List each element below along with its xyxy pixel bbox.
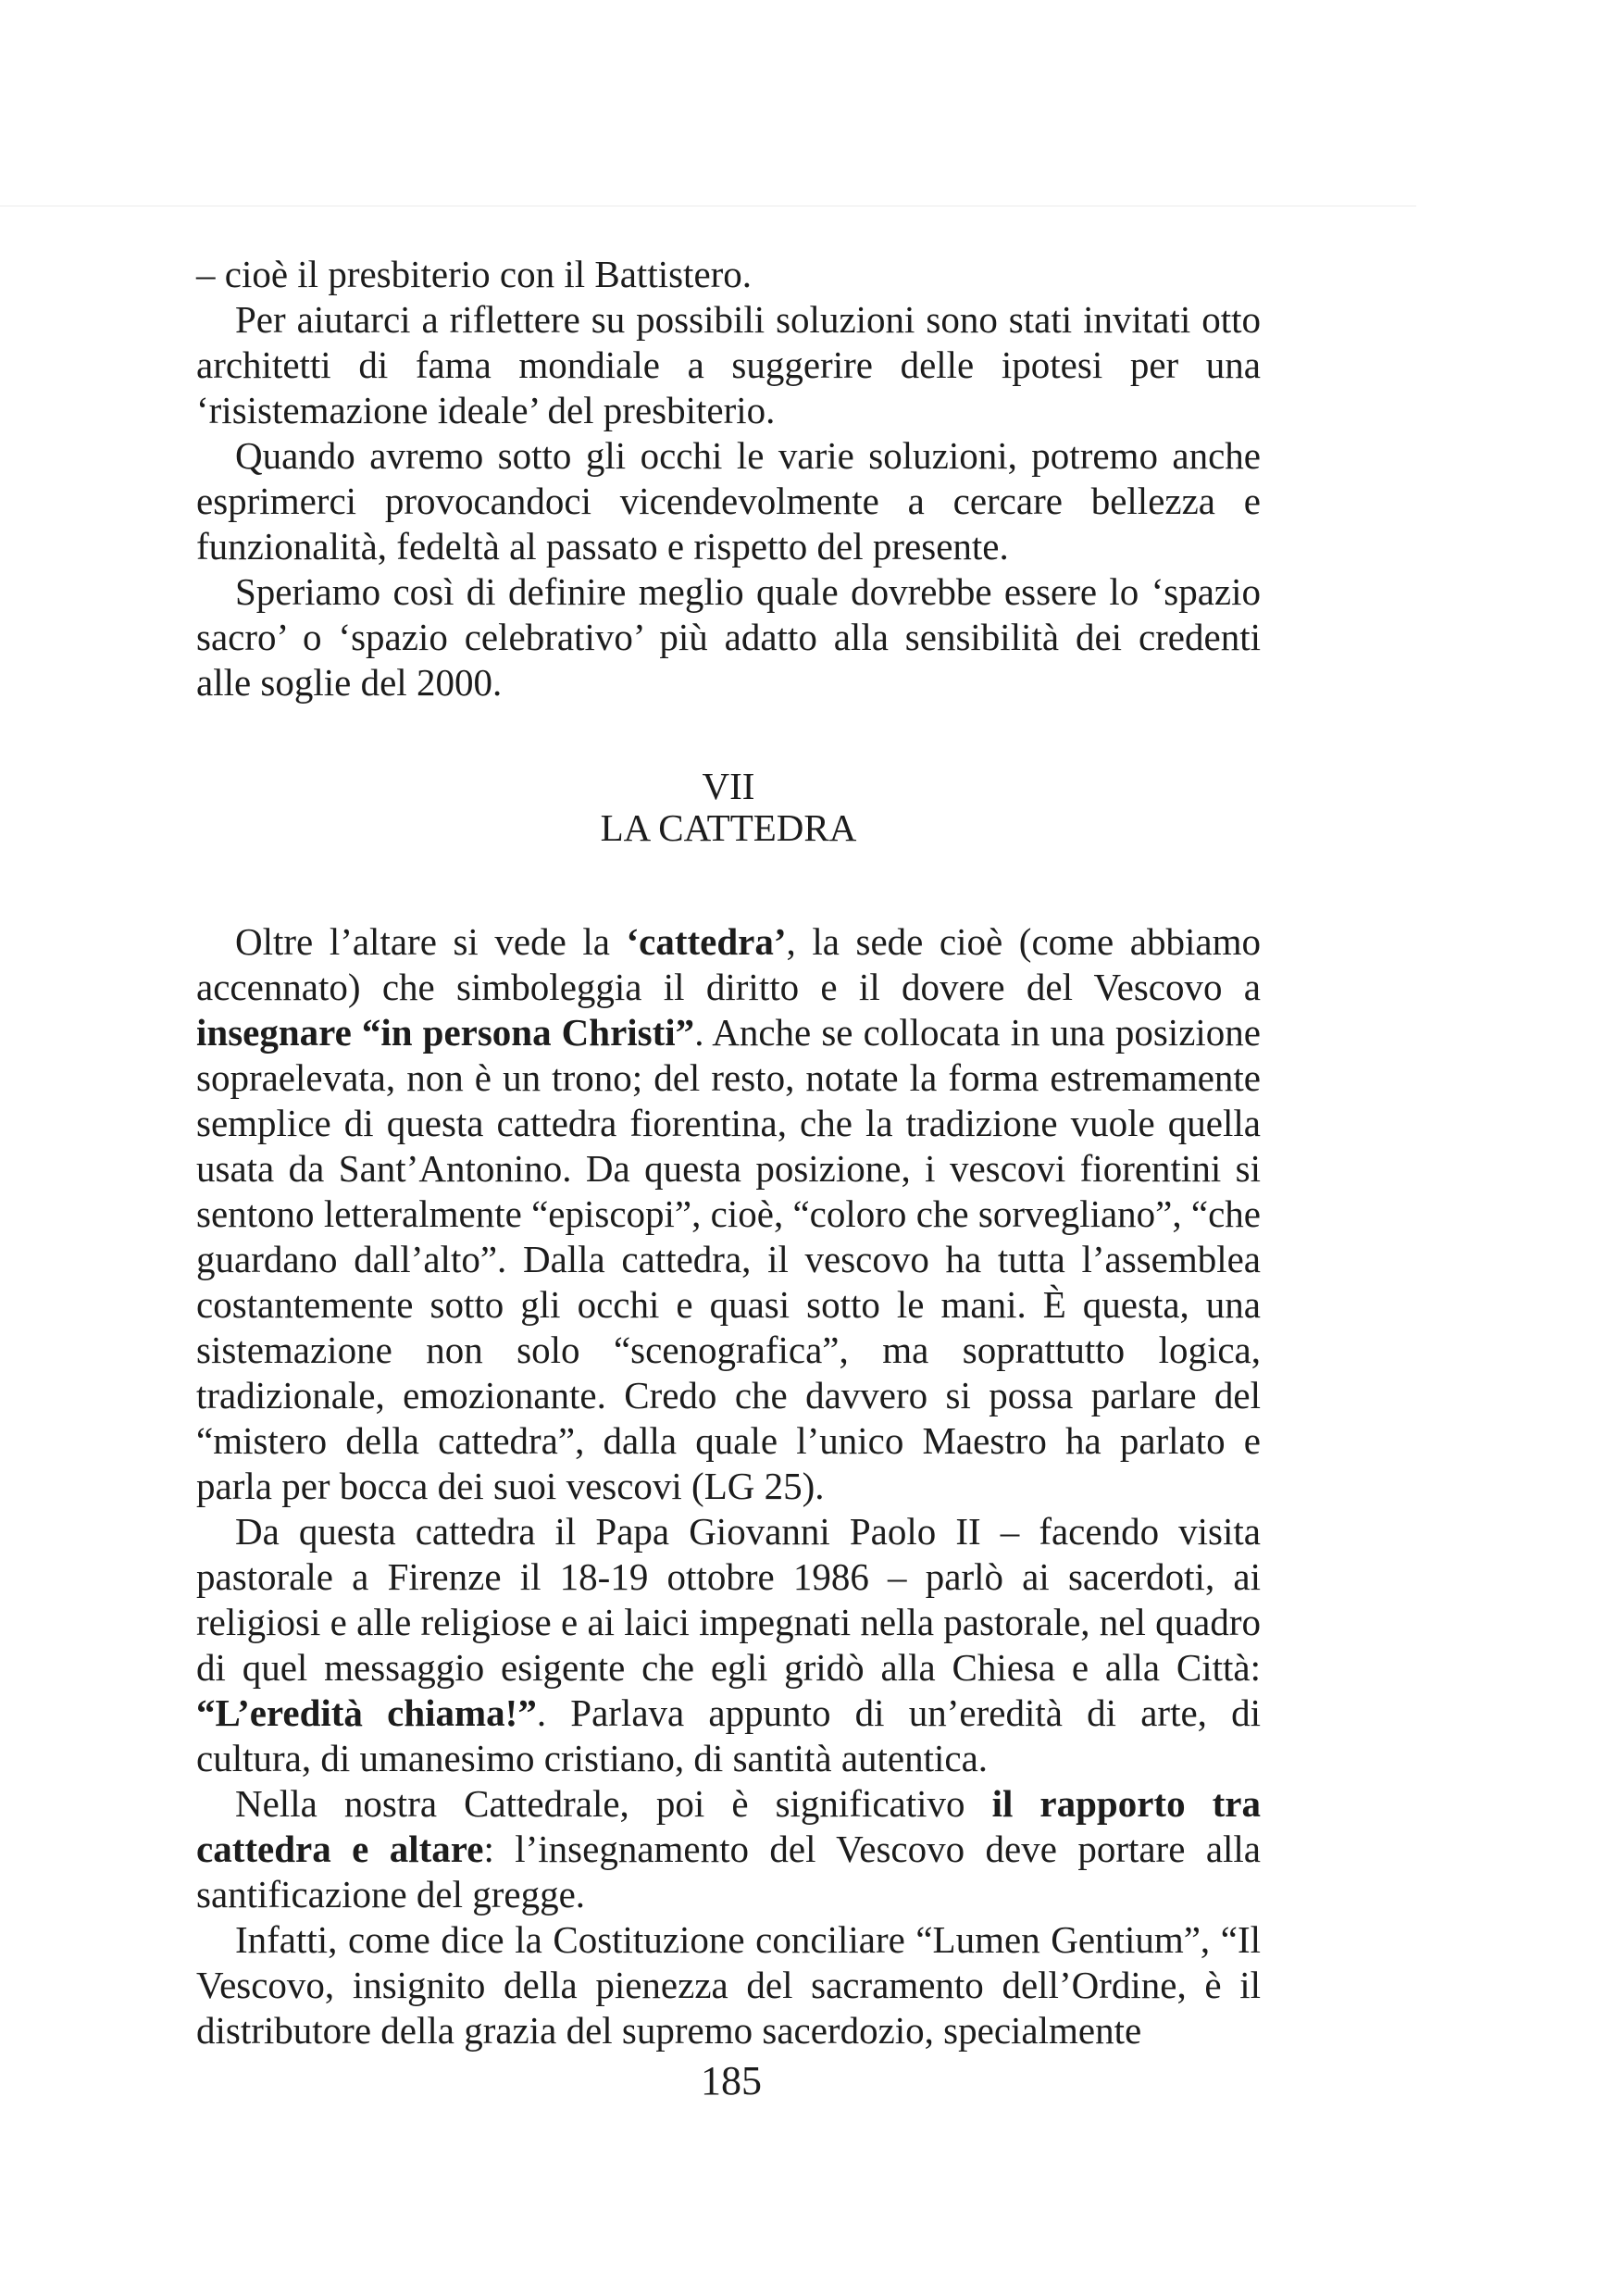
paragraph [196, 1509, 1261, 1781]
text-run: Infatti, come dice la Costituzione conciliare “Lumen Gentium”, “Il Vescovo, insignito della pienezza del sacramento dell’Ordine, è il distributore della grazia del supremo sacerdozio, specialmente [196, 1918, 1261, 2052]
chapter-title: LA CATTEDRA [600, 806, 857, 849]
bold-term: il rapporto tra cattedra e altare [196, 1782, 1261, 1870]
text-run: . Anche se collocata in una posizione sopraelevata, non è un trono; del resto, notate la forma estremamente semplice di questa cattedra fiorentina, che la tradizione vuole quella usata da Sant’Antonino. Da questa posizione, i vescovi fiorentini si sentono letteralmente “episcopi”, cioè, “coloro che sorvegliano”, “che guardano dall’alto”. Dalla cattedra, il vescovo ha tutta l’assemblea costantemente sotto gli occhi e quasi sotto le mani. È questa, una sistemazione non solo “scenografica”, ma soprattutto logica, tradizionale, emozionante. Credo che davvero si possa parlare del “mistero della cattedra”, dalla quale l’unico Maestro ha parlato e parla per bocca dei suoi vescovi (LG 25). [196, 1011, 1261, 1507]
text-run: : l’insegnamento del Vescovo deve portare alla santificazione del gregge. [196, 1828, 1261, 1915]
bold-term: “L’eredità chiama!” [196, 1691, 537, 1734]
text-run: Oltre l’altare si vede la [235, 920, 627, 963]
text-run: . Parlava appunto di un’eredità di arte, di cultura, di umanesimo cristiano, di santità autentica. [196, 1691, 1261, 1779]
bold-term: ‘cattedra’ [626, 920, 787, 963]
paragraph: Speriamo così di definire meglio quale dovrebbe essere lo ‘spazio sacro’ o ‘spazio celebrativo’ più adatto alla sensibilità dei credenti alle soglie del 2000. [196, 570, 1261, 704]
chapter-body-text [196, 919, 1261, 2053]
text-run: , la sede cioè (come abbiamo accennato) che simboleggia il diritto e il dovere del Vescovo a [196, 920, 1261, 1008]
paragraph [196, 1781, 1261, 1917]
paragraph [196, 919, 1261, 1509]
paragraph: Per aiutarci a riflettere su possibili soluzioni sono stati invitati otto architetti di fama mondiale a suggerire delle ipotesi per una ‘risistemazione ideale’ del presbiterio. [196, 298, 1261, 431]
paragraph: – cioè il presbiterio con il Battistero. [196, 253, 753, 295]
text-run: Da questa cattedra il Papa Giovanni Paolo II – facendo visita pastorale a Firenze il 18-19 ottobre 1986 – parlò ai sacerdoti, ai religiosi e alle religiose e ai laici impegnati nella pastorale, nel quadro di quel messaggio esigente che egli gridò alla Chiesa e alla Città: [196, 1510, 1261, 1689]
text-run: Nella nostra Cattedrale, poi è significativo [235, 1782, 992, 1825]
chapter-number: VII [702, 765, 755, 807]
paragraph: Quando avremo sotto gli occhi le varie soluzioni, potremo anche esprimerci provocandoci vicendevolmente a cercare bellezza e funzionalità, fedeltà al passato e rispetto del presente. [196, 434, 1261, 568]
page-number: 185 [701, 2058, 762, 2103]
bold-term: insegnare “in persona Christi” [196, 1011, 695, 1054]
preceding-section-text [196, 252, 1261, 705]
paragraph [196, 1917, 1261, 2053]
